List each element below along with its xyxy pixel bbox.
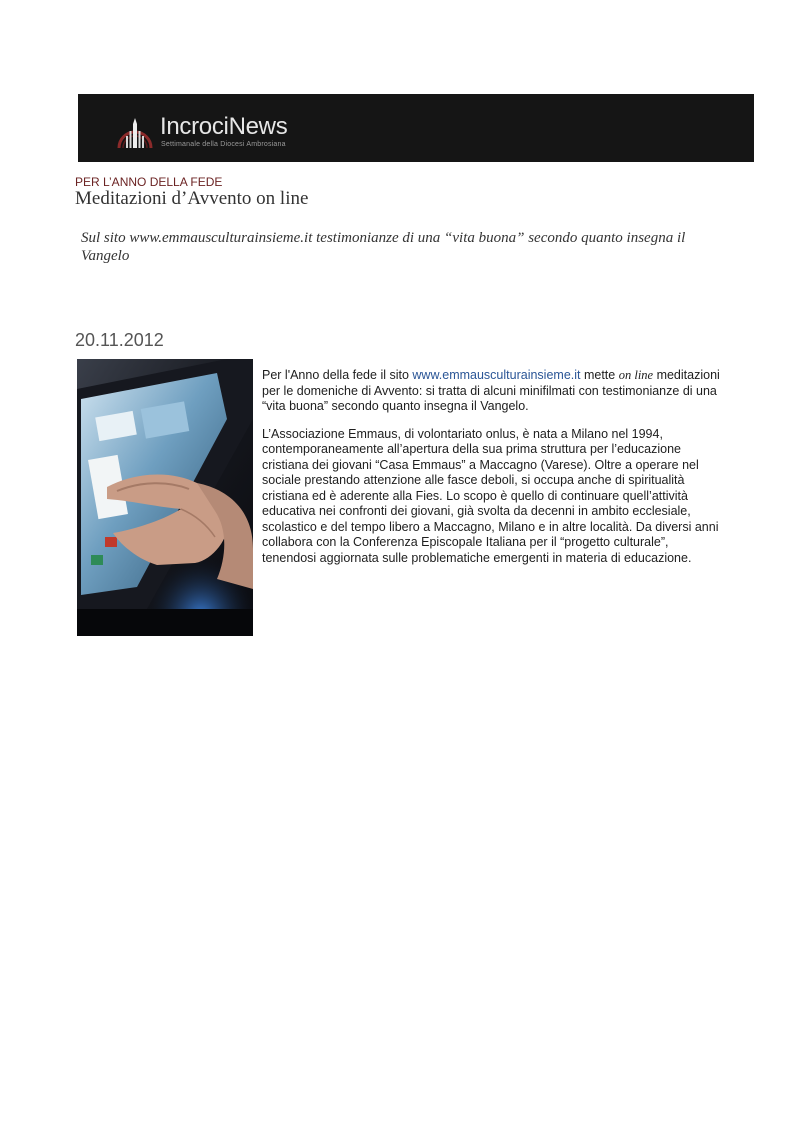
tablet-touch-image [77, 359, 253, 636]
logo-wordmark: IncrociNews [160, 113, 288, 140]
cathedral-spires-icon [116, 112, 154, 150]
masthead-banner [78, 94, 754, 162]
article-body [262, 368, 722, 578]
article-title: Meditazioni d’Avvento on line [75, 188, 309, 209]
article-paragraph-1: Per l'Anno della fede il sito www.emmausculturainsieme.it mette on line meditazioni per le domeniche di Avvento: si tratta di alcuni minifilmati con testimonianze di una “vita buona” secondo quanto insegna il Vangelo. [262, 368, 720, 413]
logo-tagline: Settimanale della Diocesi Ambrosiana [161, 141, 286, 148]
emmaus-site-link[interactable]: www.emmausculturainsieme.it [412, 368, 581, 382]
article-date: 20.11.2012 [75, 330, 164, 350]
article-paragraph-2: L’Associazione Emmaus, di volontariato onlus, è nata a Milano nel 1994, contemporaneamente all’apertura della sua prima struttura per l’educazione cristiana dei giovani “Casa Emmaus” a Maccagno (Varese). Oltre a operare nel sociale prestando attenzione alle fasce deboli, si occupa anche di spiritualità cristiana ed è aderente alla Fies. Lo scopo è quello di continuare quell’attività educativa nei confronti dei giovani, già svolta da decenni in ambito ecclesiale, scolastico e del tempo libero a Maccagno, Milano e in altre località. Da diversi anni collabora con la Conferenza Episcopale Italiana per il “progetto culturale”, tenendosi aggiornata sulle problematiche emergenti in materia di educazione. [262, 426, 719, 565]
article-kicker: PER L’ANNO DELLA FEDE [75, 175, 223, 189]
article-subtitle: Sul sito www.emmausculturainsieme.it testimonianze di una “vita buona” secondo quanto insegna il Vangelo [81, 230, 686, 264]
article-photo [77, 359, 253, 636]
